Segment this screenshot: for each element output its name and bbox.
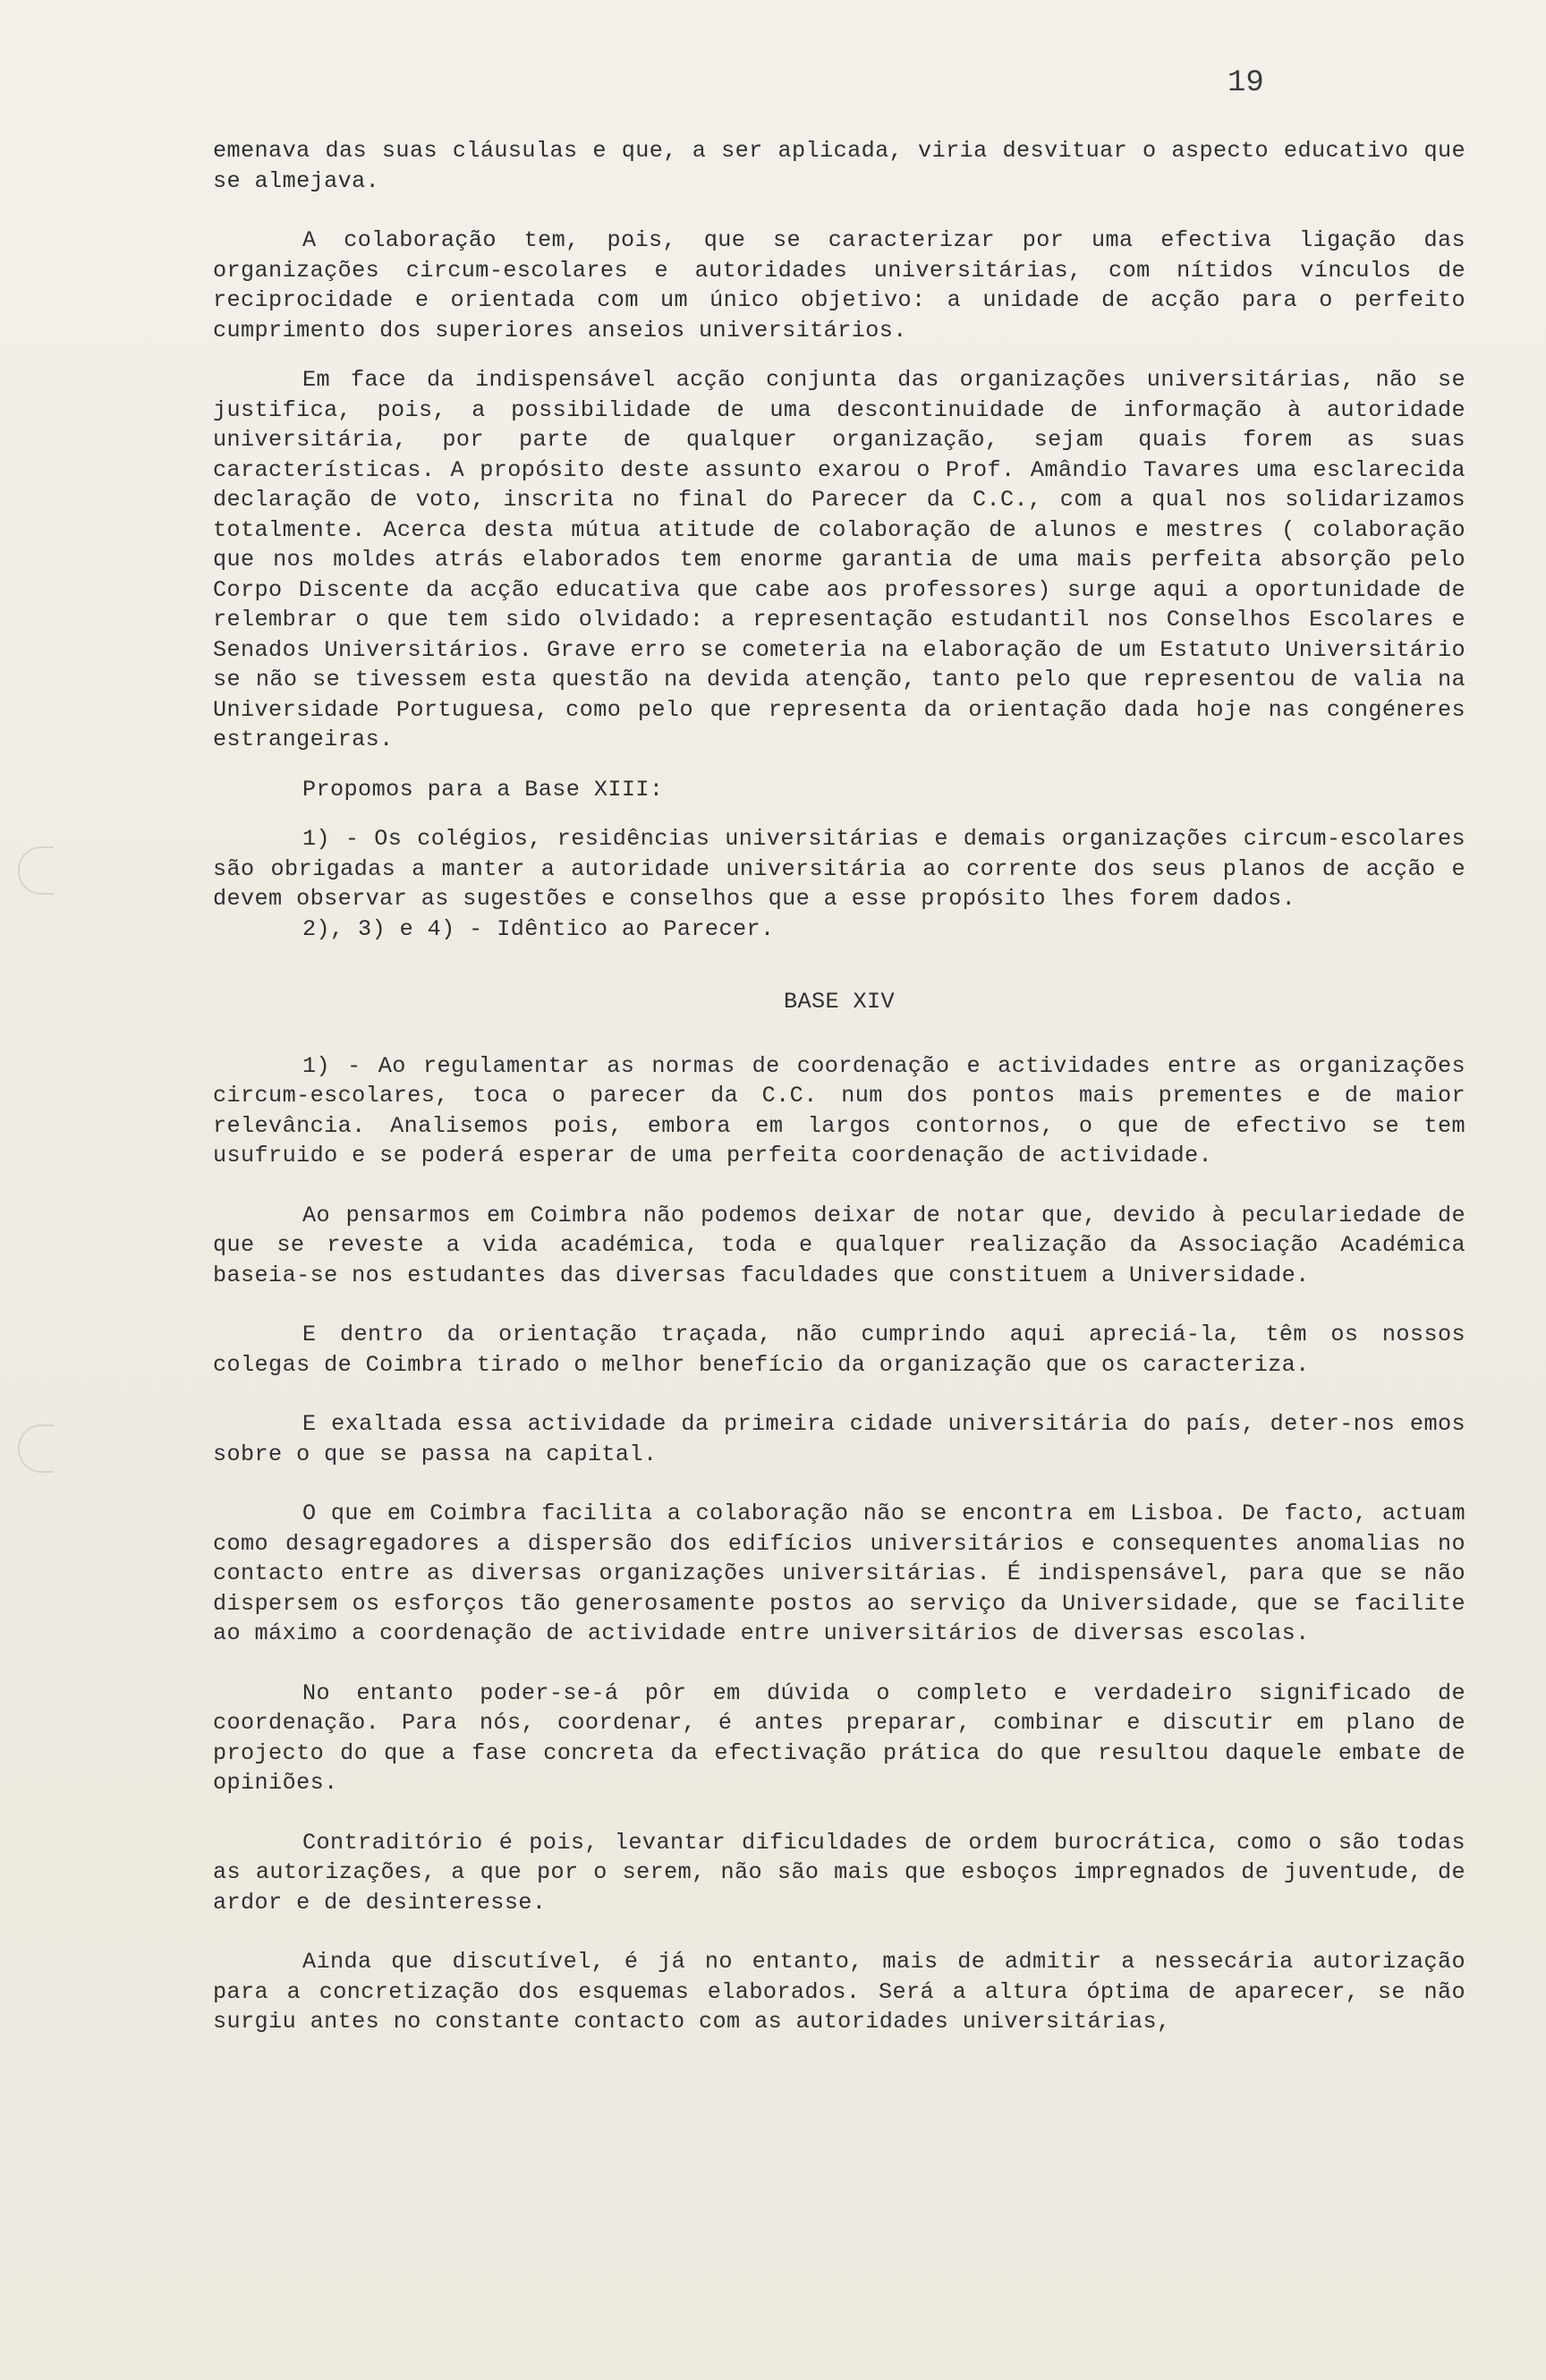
document-body xyxy=(213,136,1465,2037)
proposal-item-1: 1) - Os colégios, residências universitárias e demais organizações circum-escolares são obrigadas a manter a autoridade universitária ao corrente dos seus planos de acção e devem observar as sugestões e conselhos que a esse propósito lhes forem dados. xyxy=(213,826,1465,912)
proposal-intro: Propomos para a Base XIII: xyxy=(302,776,664,803)
paragraph-colaboracao: A colaboração tem, pois, que se caracterizar por uma efectiva ligação das organizações circum-escolares e autoridades universitárias, com nítidos vínculos de reciprocidade e orientada com um único objetivo: a unidade de acção para o perfeito cumprimento dos superiores anseios universitários. xyxy=(213,227,1465,344)
paragraph-lisboa: O que em Coimbra facilita a colaboração não se encontra em Lisboa. De facto, actuam como desagregadores a dispersão dos edifícios universitários e consequentes anomalias no contacto entre as diversas organizações universitárias. É indispensável, para que se não dispersem os esforços tão generosamente postos ao serviço da Universidade, que se facilite ao máximo a coordenação de actividade entre universitários de diversas escolas. xyxy=(213,1500,1465,1646)
section-heading-base-xiv: BASE XIV xyxy=(783,989,896,1015)
punch-hole-bottom xyxy=(18,1424,54,1473)
paragraph-base-xiv-1: 1) - Ao regulamentar as normas de coordenação e actividades entre as organizações circum-escolares, toca o parecer da C.C. num dos pontos mais prementes e de maior relevância. Analisemos pois, embora em largos contornos, o que de efectivo se tem usufruido e se poderá esperar de uma perfeita coordenação de actividade. xyxy=(213,1052,1465,1169)
page-number: 19 xyxy=(1227,66,1264,100)
paragraph-orientacao: E dentro da orientação traçada, não cumprindo aqui apreciá-la, têm os nossos colegas de Coimbra tirado o melhor benefício da organização que os caracteriza. xyxy=(213,1322,1465,1378)
proposal-item-2-4: 2), 3) e 4) - Idêntico ao Parecer. xyxy=(302,915,775,942)
paragraph-autorizacao: Ainda que discutível, é já no entanto, mais de admitir a nessecária autorização para a concretização dos esquemas elaborados. Será a altura óptima de aparecer, se não surgiu antes no constante contacto com as autoridades universitárias, xyxy=(213,1949,1465,2035)
paragraph-coordenacao: No entanto poder-se-á pôr em dúvida o completo e verdadeiro significado de coordenação. Para nós, coordenar, é antes preparar, combinar e discutir em plano de projecto do que a fase concreta da efectivação prática do que resultou daquele embate de opiniões. xyxy=(213,1679,1465,1796)
paragraph-coimbra: Ao pensarmos em Coimbra não podemos deixar de notar que, devido à peculariedade de que se reveste a vida académica, toda e qualquer realização da Associação Académica baseia-se nos estudantes das diversas faculdades que constituem a Universidade. xyxy=(213,1202,1465,1288)
paragraph-exaltada: E exaltada essa actividade da primeira cidade universitária do país, deter-nos emos sobre o que se passa na capital. xyxy=(213,1411,1465,1467)
paragraph-contraditorio: Contraditório é pois, levantar dificuldades de ordem burocrática, como o são todas as autorizações, a que por o serem, não são mais que esboços impregnados de juventude, de ardor e de desinteresse. xyxy=(213,1829,1465,1916)
paragraph-accao-conjunta: Em face da indispensável acção conjunta das organizações universitárias, não se justifica, pois, a possibilidade de uma descontinuidade de informação à autoridade universitária, por parte de qualquer organização, sejam quais forem as suas características. A propósito deste assunto exarou o Prof. Amândio Tavares uma esclarecida declaração de voto, inscrita no final do Parecer da C.C., com a qual nos solidarizamos totalmente. Acerca desta mútua atitude de colaboração de alunos e mestres ( colaboração que nos moldes atrás elaborados tem enorme garantia de uma mais perfeita absorção pelo Corpo Discente da acção educativa que cabe aos professores) surge aqui a oportunidade de relembrar o que tem sido olvidado: a representação estudantil nos Conselhos Escolares e Senados Universitários. Grave erro se cometeria na elaboração de um Estatuto Universitário se não se tivessem esta questão na devida atenção, tanto pelo que representou de valia na Universidade Portuguesa, como pelo que representa da orientação dada hoje nas congéneres estrangeiras. xyxy=(213,367,1465,752)
paragraph-continuation: emenava das suas cláusulas e que, a ser aplicada, viria desvituar o aspecto educativo que se almejava. xyxy=(213,138,1465,194)
punch-hole-top xyxy=(18,846,54,895)
